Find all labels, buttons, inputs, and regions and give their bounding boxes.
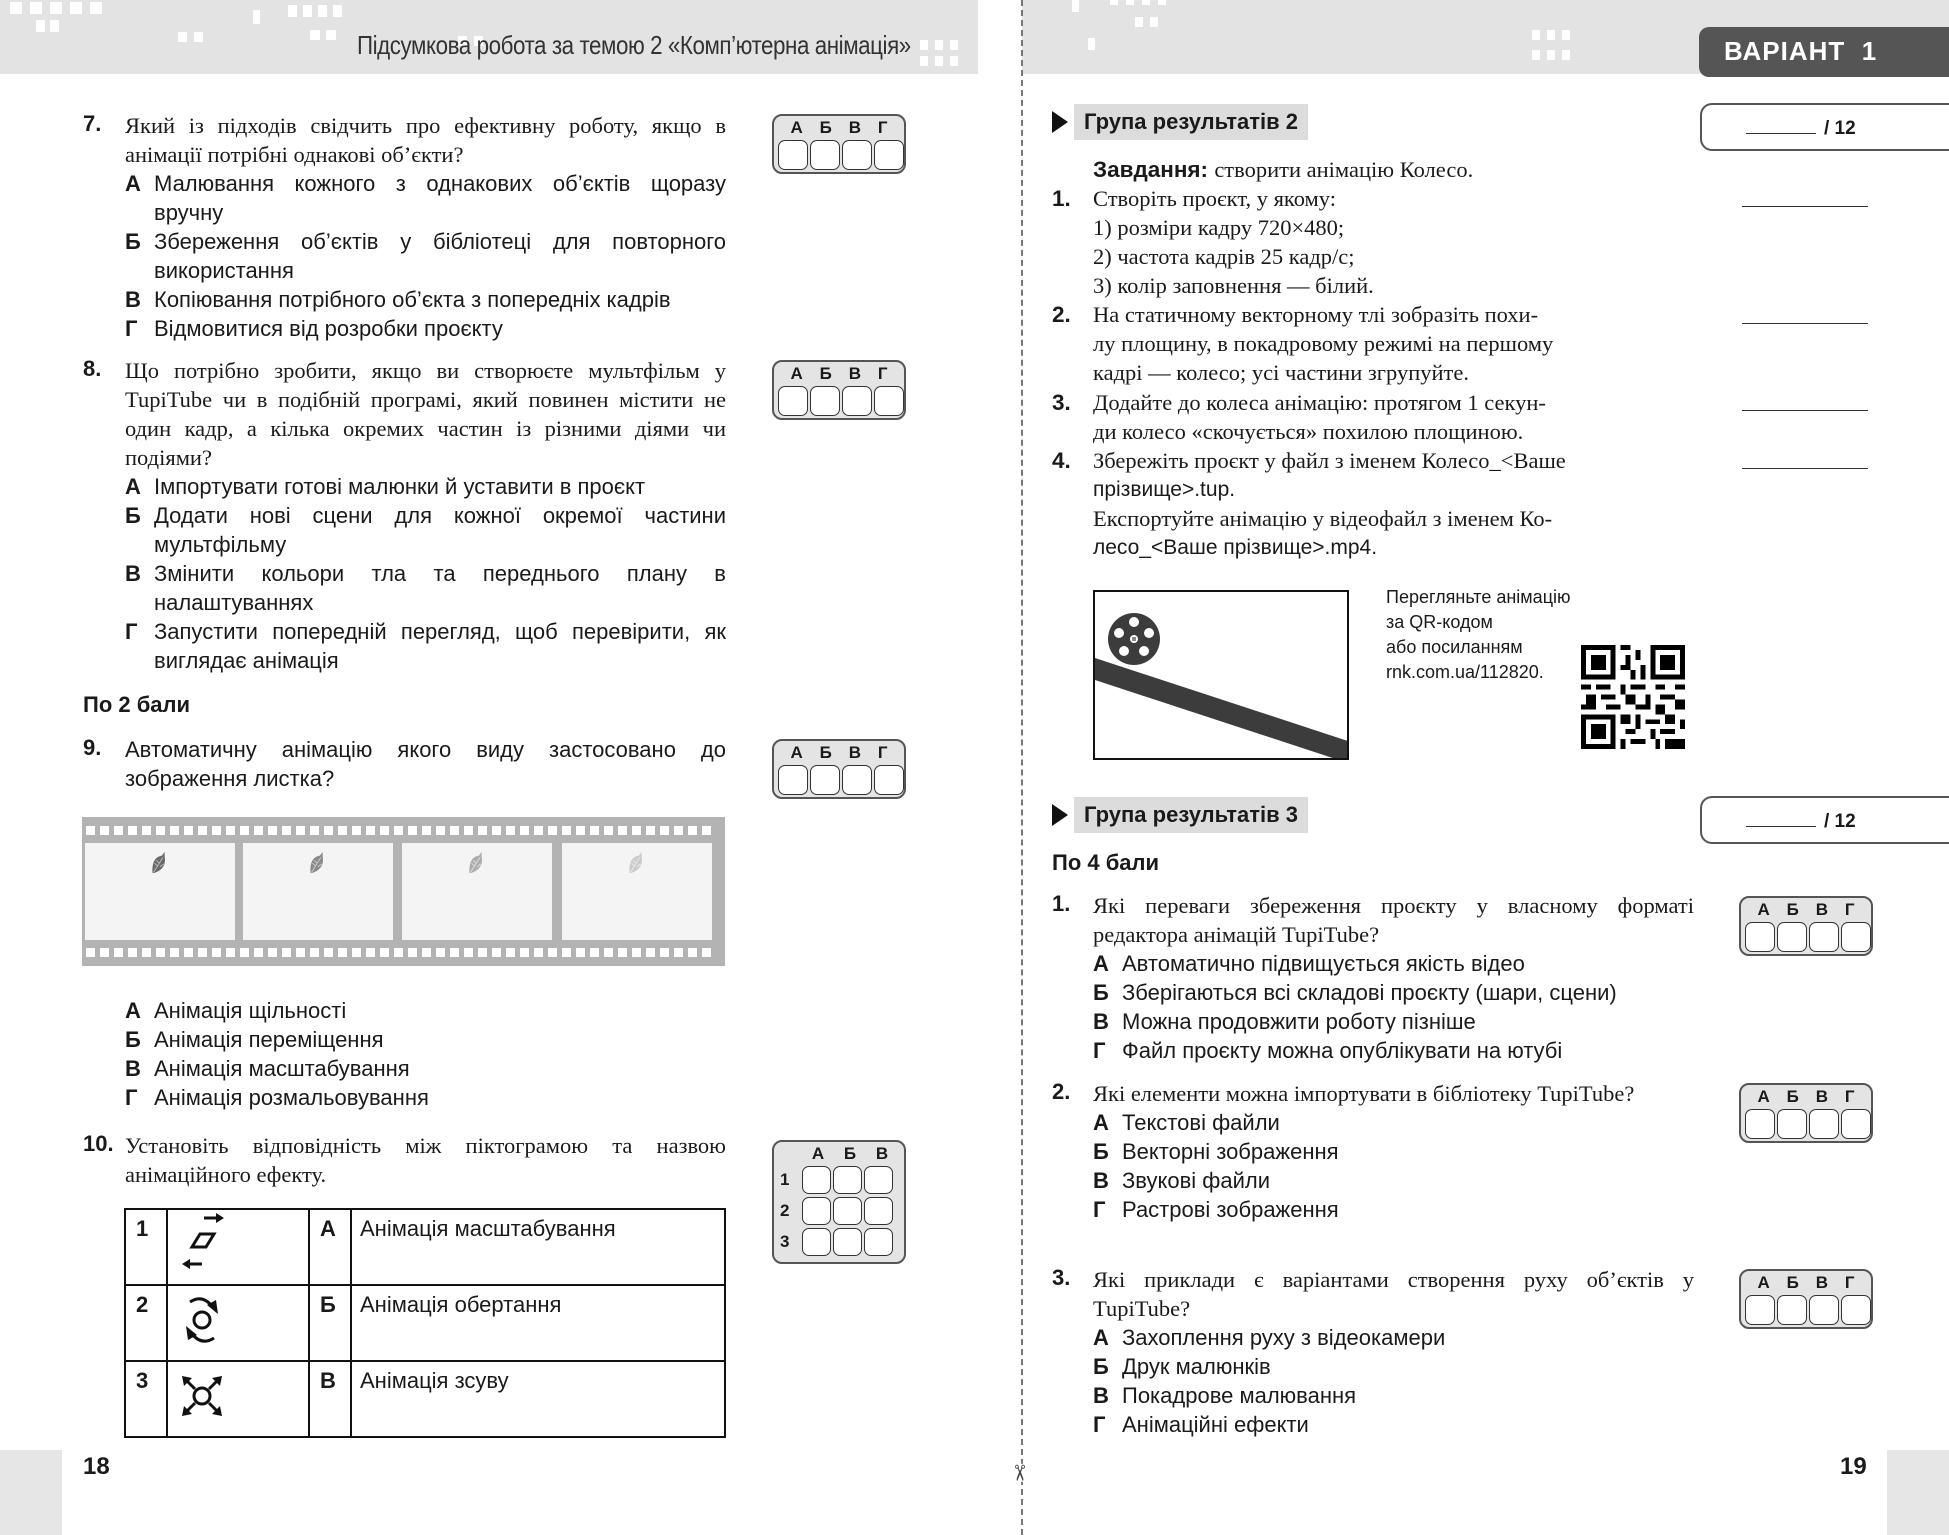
table-row: 3 В Анімація зсуву — [125, 1361, 725, 1437]
score-line-step-1[interactable] — [1742, 206, 1868, 207]
grid-cell-2b[interactable] — [833, 1197, 862, 1225]
option-c: В Покадрове малювання — [1093, 1383, 1357, 1408]
option-b: Б Збереження об’єктів у бібліотеці для повторного використання — [125, 229, 726, 283]
score-line-step-3[interactable] — [1742, 410, 1868, 411]
page-header-title: Підсумкова робота за темою 2 «Комп’ютерна анімація» — [357, 30, 911, 60]
option-d: Г Відмовитися від розробки проєкту — [125, 316, 503, 341]
answer-cell-c[interactable] — [1809, 1109, 1839, 1139]
question-number: 8. — [83, 356, 102, 381]
score-blank[interactable] — [1746, 120, 1816, 134]
question-number: 10. — [83, 1131, 114, 1156]
page-number-left: 18 — [83, 1453, 110, 1480]
score-line-step-4[interactable] — [1742, 468, 1868, 469]
scale-arrows-icon — [174, 1364, 238, 1428]
question-text: Які приклади є варіантами створення руху об’єктів у TupiTube? — [1093, 1267, 1694, 1321]
question-text: Що потрібно зробити, якщо ви створюєте мультфільм у TupiTube чи в подібній програмі, який повинен містити не один кадр, а кілька окремих частин із різними діями чи подіями? — [125, 358, 726, 470]
task-statement: Завдання: створити анімацію Колесо. — [1093, 157, 1474, 182]
table-row: 2 Б Анімація обертання — [125, 1285, 725, 1361]
option-c: В Можна продовжити роботу пізніше — [1093, 1009, 1476, 1034]
option-c: В Анімація масштабування — [125, 1056, 410, 1081]
group-2-heading: Група результатів 2 — [1052, 104, 1308, 140]
film-frame-1 — [85, 843, 235, 940]
option-d: Г Файл проєкту можна опублікувати на ютубі — [1093, 1038, 1563, 1063]
grid-cell-1b[interactable] — [833, 1166, 862, 1194]
option-c: В Звукові файли — [1093, 1168, 1271, 1193]
leaf-icon — [466, 851, 488, 877]
variant-tab — [1699, 27, 1949, 77]
section-points-2: По 2 бали — [83, 692, 191, 717]
leaf-icon — [626, 851, 648, 877]
question-number: 7. — [83, 111, 102, 136]
grid-cell-3a[interactable] — [802, 1228, 831, 1256]
option-b: Б Зберігаються всі складові проєкту (шари, сцени) — [1093, 980, 1617, 1005]
leaf-icon — [307, 851, 329, 877]
wheel-animation-preview — [1093, 590, 1349, 760]
question-7 — [83, 111, 726, 343]
question-10 — [83, 1131, 726, 1189]
option-a: А Захоплення руху з відеокамери — [1093, 1325, 1446, 1350]
score-box-group-3: / 12 — [1700, 796, 1949, 844]
page-number-right: 19 — [1840, 1453, 1867, 1480]
group3-question-1: 1. Які переваги збереження проєкту у власному форматі редактора анімацій TupiTube? А Автоматично підвищується якість відео Б Зберігаються всі складові проєкту (шари, сцени) В Можна продовжити роботу пізніше Г Файл проєкту можна опублікувати на ютубі — [1052, 891, 1694, 1063]
matching-table — [124, 1208, 726, 1438]
film-frame-4 — [562, 843, 712, 940]
answer-cell-d[interactable] — [1841, 1109, 1871, 1139]
option-b: Б Векторні зображення — [1093, 1139, 1339, 1164]
option-d: Г Анімація розмальовування — [125, 1085, 429, 1110]
answer-cell-c[interactable] — [842, 140, 872, 170]
scissors-icon: ✂ — [1007, 1463, 1033, 1483]
right-side-tab — [1887, 1450, 1949, 1535]
center-fold-cut-line — [1021, 0, 1023, 1535]
answer-cell-b[interactable] — [810, 765, 840, 795]
question-9 — [83, 735, 726, 793]
answer-box-g3-q3: А Б В Г — [1739, 1269, 1873, 1329]
film-perforations-bottom — [82, 948, 725, 958]
task-step-3: 3. Додайте до колеса анімацію: протягом 1 секун- ди колесо «скочується» похилою площиною. — [1052, 390, 1546, 444]
film-frame-3 — [402, 843, 552, 940]
answer-cell-b[interactable] — [810, 140, 840, 170]
answer-box-q8: А Б В Г — [772, 360, 906, 420]
option-a: А Текстові файли — [1093, 1110, 1280, 1135]
grid-cell-2c[interactable] — [864, 1197, 893, 1225]
answer-cell-d[interactable] — [1841, 922, 1871, 952]
triangle-bullet-icon — [1052, 111, 1068, 133]
wheel-on-slope-illustration — [1095, 592, 1349, 760]
option-a: А Малювання кожного з однакових об’єктів щоразу вручну — [125, 171, 726, 225]
matching-answer-grid: А Б В 1 2 3 — [772, 1140, 906, 1264]
option-c: В Змінити кольори тла та переднього плану в налаштуваннях — [125, 561, 726, 615]
answer-cell-a[interactable] — [778, 386, 808, 416]
group-3-heading: Група результатів 3 — [1052, 797, 1308, 833]
qr-code-icon[interactable] — [1581, 645, 1685, 749]
left-side-tab — [0, 1450, 62, 1535]
answer-cell-b[interactable] — [1777, 1109, 1807, 1139]
score-box-group-2: / 12 — [1700, 103, 1949, 151]
answer-cell-b[interactable] — [1777, 922, 1807, 952]
answer-cell-d[interactable] — [874, 140, 904, 170]
answer-cell-c[interactable] — [1809, 922, 1839, 952]
answer-cell-b[interactable] — [810, 386, 840, 416]
group3-question-3: 3. Які приклади є варіантами створення руху об’єктів у TupiTube? А Захоплення руху з відеокамери Б Друк малюнків В Покадрове малювання Г Анімаційні ефекти — [1052, 1265, 1694, 1437]
grid-cell-3c[interactable] — [864, 1228, 893, 1256]
question-number: 9. — [83, 735, 102, 760]
section-points-4: По 4 бали — [1052, 850, 1160, 875]
question-9-options — [125, 996, 725, 1112]
wheel-icon — [1108, 613, 1160, 665]
table-row: 1 А Анімація масштабування — [125, 1209, 725, 1285]
animation-link[interactable]: rnk.com.ua/112820. — [1386, 662, 1544, 682]
answer-cell-a[interactable] — [1745, 922, 1775, 952]
question-text: Які переваги збереження проєкту у власному форматі редактора анімацій TupiTube? — [1093, 893, 1694, 947]
grid-cell-3b[interactable] — [833, 1228, 862, 1256]
answer-cell-d[interactable] — [874, 386, 904, 416]
score-blank[interactable] — [1746, 813, 1816, 827]
score-line-step-2[interactable] — [1742, 323, 1868, 324]
answer-cell-a[interactable] — [1745, 1295, 1775, 1325]
triangle-bullet-icon — [1052, 804, 1068, 826]
answer-cell-a[interactable] — [1745, 1109, 1775, 1139]
grid-cell-1a[interactable] — [802, 1166, 831, 1194]
rotate-arrows-icon — [174, 1288, 238, 1352]
answer-cell-a[interactable] — [778, 765, 808, 795]
option-a: А Автоматично підвищується якість відео — [1093, 951, 1525, 976]
option-d: Г Растрові зображення — [1093, 1197, 1339, 1222]
answer-cell-c[interactable] — [842, 765, 872, 795]
answer-box-g3-q2: А Б В Г — [1739, 1083, 1873, 1143]
leaf-icon — [149, 851, 171, 877]
question-text: Автоматичну анімацію якого виду застосовано до зображення листка? — [125, 737, 726, 791]
answer-box-g3-q1: А Б В Г — [1739, 896, 1873, 956]
group3-question-2: 2. Які елементи можна імпортувати в бібліотеку TupiTube? А Текстові файли Б Векторні зображення В Звукові файли Г Растрові зображення — [1052, 1079, 1694, 1224]
qr-caption: Перегляньте анімацію за QR-кодом або посиланням rnk.com.ua/112820. — [1386, 585, 1571, 685]
question-text: Які елементи можна імпортувати в бібліотеку TupiTube? — [1093, 1081, 1635, 1106]
option-b: Б Друк малюнків — [1093, 1354, 1271, 1379]
grid-cell-1c[interactable] — [864, 1166, 893, 1194]
answer-cell-d[interactable] — [1841, 1295, 1871, 1325]
option-c: В Копіювання потрібного об’єкта з попередніх кадрів — [125, 287, 671, 312]
variant-number: 1 — [1861, 36, 1878, 66]
answer-cell-a[interactable] — [778, 140, 808, 170]
answer-box-q7: А Б В Г — [772, 114, 906, 174]
task-step-1: 1. Створіть проєкт, у якому: 1) розміри кадру 720×480; 2) частота кадрів 25 кадр/с; 3) колір заповнення — білий. — [1052, 186, 1374, 298]
option-a: А Імпортувати готові малюнки й уставити в проєкт — [125, 474, 646, 499]
answer-cell-d[interactable] — [874, 765, 904, 795]
answer-cell-b[interactable] — [1777, 1295, 1807, 1325]
option-b: Б Додати нові сцени для кожної окремої частини мультфільму — [125, 503, 726, 557]
option-d: Г Запустити попередній перегляд, щоб перевірити, як виглядає анімація — [125, 619, 726, 673]
option-a: А Анімація щільності — [125, 998, 347, 1023]
variant-label: ВАРІАНТ — [1724, 36, 1846, 66]
answer-cell-c[interactable] — [1809, 1295, 1839, 1325]
task-step-4: 4. Збережіть проєкт у файл з іменем Колесо_<Ваше прізвище>.tup. Експортуйте анімацію у відеофайл з іменем Ко- лесо_<Ваше прізвище>.mp4. — [1052, 448, 1566, 559]
option-d: Г Анімаційні ефекти — [1093, 1412, 1309, 1437]
answer-cell-c[interactable] — [842, 386, 872, 416]
question-8 — [83, 356, 726, 675]
leaf-filmstrip — [82, 817, 725, 966]
question-text: Установіть відповідність між піктограмою та назвою анімаційного ефекту. — [125, 1133, 726, 1187]
grid-cell-2a[interactable] — [802, 1197, 831, 1225]
answer-box-q9: А Б В Г — [772, 739, 906, 799]
option-b: Б Анімація переміщення — [125, 1027, 384, 1052]
shear-arrows-icon — [174, 1212, 238, 1276]
question-text: Який із підходів свідчить про ефективну роботу, якщо в анімації потрібні однакові об’єкти? — [125, 113, 726, 167]
task-step-2: 2. На статичному векторному тлі зобразіть похи- лу площину, в покадровому режимі на першому кадрі — колесо; усі частини згрупуйте. — [1052, 302, 1554, 385]
film-perforations-top — [82, 826, 725, 836]
film-frame-2 — [243, 843, 393, 940]
